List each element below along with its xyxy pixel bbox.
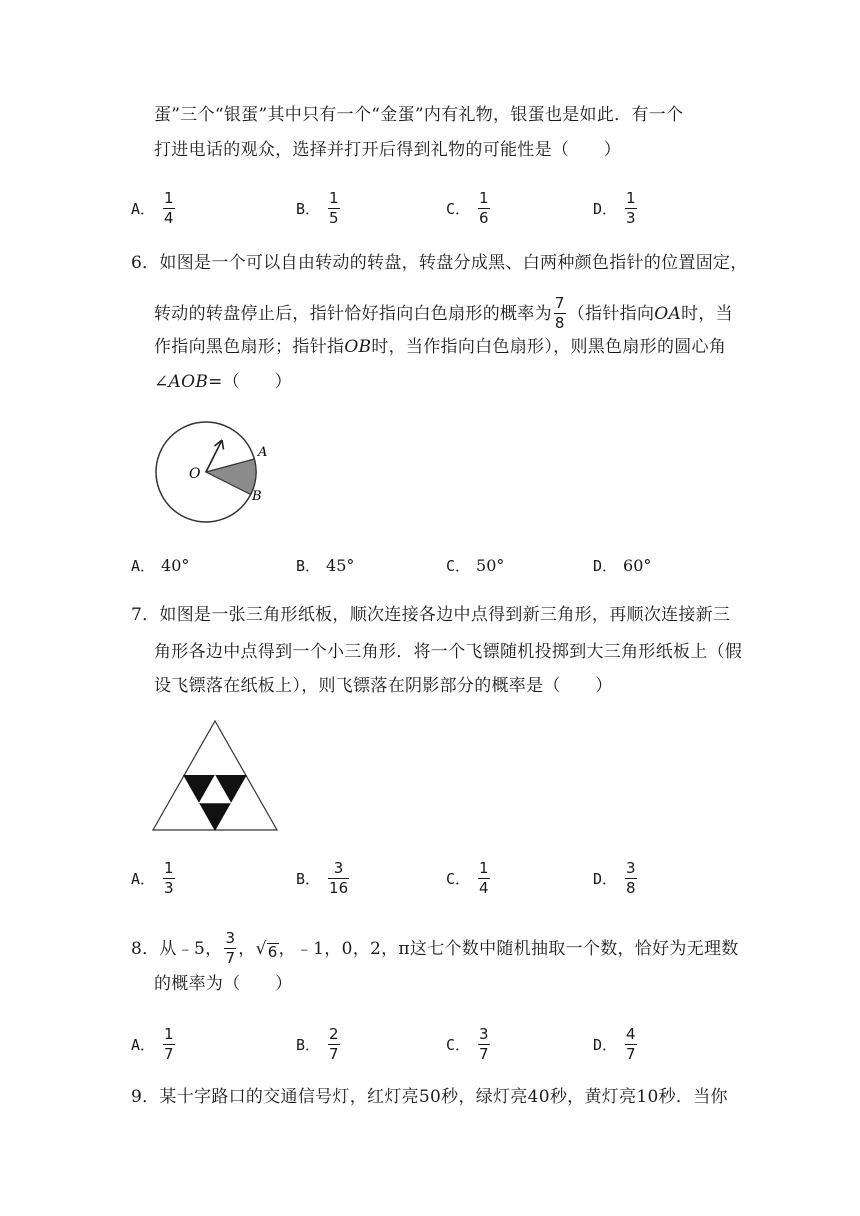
q8-sqrt: √ 6 <box>255 938 278 961</box>
option-label: C． <box>446 1035 471 1054</box>
option-fraction: $\frac{3}{16}$ <box>329 859 349 897</box>
label-b: B <box>252 489 262 504</box>
q5-option-b[interactable] <box>296 190 342 227</box>
q9-line-1: 9．某十字路口的交通信号灯，红灯亮50秒，绿灯亮40秒，黄灯亮10秒．当你 <box>131 1087 728 1107</box>
q7-option-b[interactable] <box>296 860 351 897</box>
option-fraction: $\frac{1}{4}$ <box>164 189 174 227</box>
q6-option-a[interactable] <box>131 554 189 578</box>
option-label: A． <box>131 869 156 888</box>
q6-line-2: 转动的转盘停止后，指针恰好指向白色扇形的概率为 $\frac{7}{8}$ （指针指向 OA 时，当 <box>154 294 733 332</box>
option-label: B． <box>296 557 321 575</box>
option-fraction: $\frac{1}{5}$ <box>329 189 339 227</box>
q7-option-a[interactable] <box>131 860 177 897</box>
q7-line-3: 设飞镖落在纸板上），则飞镖落在阴影部分的概率是（ ） <box>154 676 613 696</box>
q8-option-c[interactable] <box>446 1026 492 1063</box>
option-fraction: $\frac{1}{3}$ <box>626 189 636 227</box>
q6-line-3: 作指向黑色扇形；指针指OB时，当作指向白色扇形），则黑色扇形的圆心角 <box>154 337 727 357</box>
option-fraction: $\frac{2}{7}$ <box>329 1025 339 1063</box>
option-fraction: $\frac{1}{7}$ <box>164 1025 174 1063</box>
q8-option-d[interactable] <box>593 1026 639 1063</box>
option-text: 60° <box>623 556 652 575</box>
q6-option-d[interactable] <box>593 554 651 578</box>
q7-option-c[interactable] <box>446 860 492 897</box>
q8-line-2: 的概率为（ ） <box>154 974 293 994</box>
option-label: B． <box>296 869 321 888</box>
q8-line-1: 8．从﹣5， $\frac{3}{7}$ ， √ 6 ，﹣1，0，2，π这七个数中随机抽取一个数，恰好为无理数 <box>131 929 739 967</box>
option-text: 50° <box>476 556 505 575</box>
option-label: A． <box>131 557 156 575</box>
option-label: D． <box>593 199 618 218</box>
option-fraction: $\frac{1}{4}$ <box>479 859 489 897</box>
q5-line-2: 打进电话的观众，选择并打开后得到礼物的可能性是（ ） <box>154 140 622 160</box>
option-label: C． <box>446 199 471 218</box>
option-fraction: $\frac{1}{3}$ <box>164 859 174 897</box>
q6-line-1: 6．如图是一个可以自由转动的转盘，转盘分成黑、白两种颜色指针的位置固定， <box>131 253 748 273</box>
triangle-figure <box>150 718 280 836</box>
q8-option-a[interactable] <box>131 1026 177 1063</box>
option-text: 45° <box>326 556 355 575</box>
label-o: O <box>189 466 201 482</box>
option-fraction: $\frac{3}{8}$ <box>626 859 636 897</box>
option-label: B． <box>296 199 321 218</box>
q6-fraction: $\frac{7}{8}$ <box>554 294 565 332</box>
option-label: D． <box>593 869 618 888</box>
q7-option-d[interactable] <box>593 860 639 897</box>
option-label: D． <box>593 557 618 575</box>
option-label: C． <box>446 869 471 888</box>
spinner-figure <box>146 418 276 530</box>
q7-line-2: 角形各边中点得到一个小三角形．将一个飞镖随机投掷到大三角形纸板上（假 <box>154 642 743 662</box>
option-label: A． <box>131 1035 156 1054</box>
option-text: 40° <box>161 556 190 575</box>
option-fraction: $\frac{1}{6}$ <box>479 189 489 227</box>
option-fraction: $\frac{4}{7}$ <box>626 1025 636 1063</box>
q8-option-b[interactable] <box>296 1026 342 1063</box>
q6-option-b[interactable] <box>296 554 354 578</box>
label-a: A <box>258 445 268 460</box>
q8-fraction: $\frac{3}{7}$ <box>225 929 236 967</box>
option-label: C． <box>446 557 471 575</box>
q6-option-c[interactable] <box>446 554 504 578</box>
q6-line-4: ∠AOB=（ ） <box>154 372 292 392</box>
option-fraction: $\frac{3}{7}$ <box>479 1025 489 1063</box>
q5-option-a[interactable] <box>131 190 177 227</box>
option-label: B． <box>296 1035 321 1054</box>
q5-option-d[interactable] <box>593 190 639 227</box>
q5-line-1: 蛋”三个“银蛋”其中只有一个“金蛋”内有礼物，银蛋也是如此．有一个 <box>154 105 684 125</box>
option-label: A． <box>131 199 156 218</box>
option-label: D． <box>593 1035 618 1054</box>
q5-option-c[interactable] <box>446 190 492 227</box>
q7-line-1: 7．如图是一张三角形纸板，顺次连接各边中点得到新三角形，再顺次连接新三 <box>131 605 731 625</box>
